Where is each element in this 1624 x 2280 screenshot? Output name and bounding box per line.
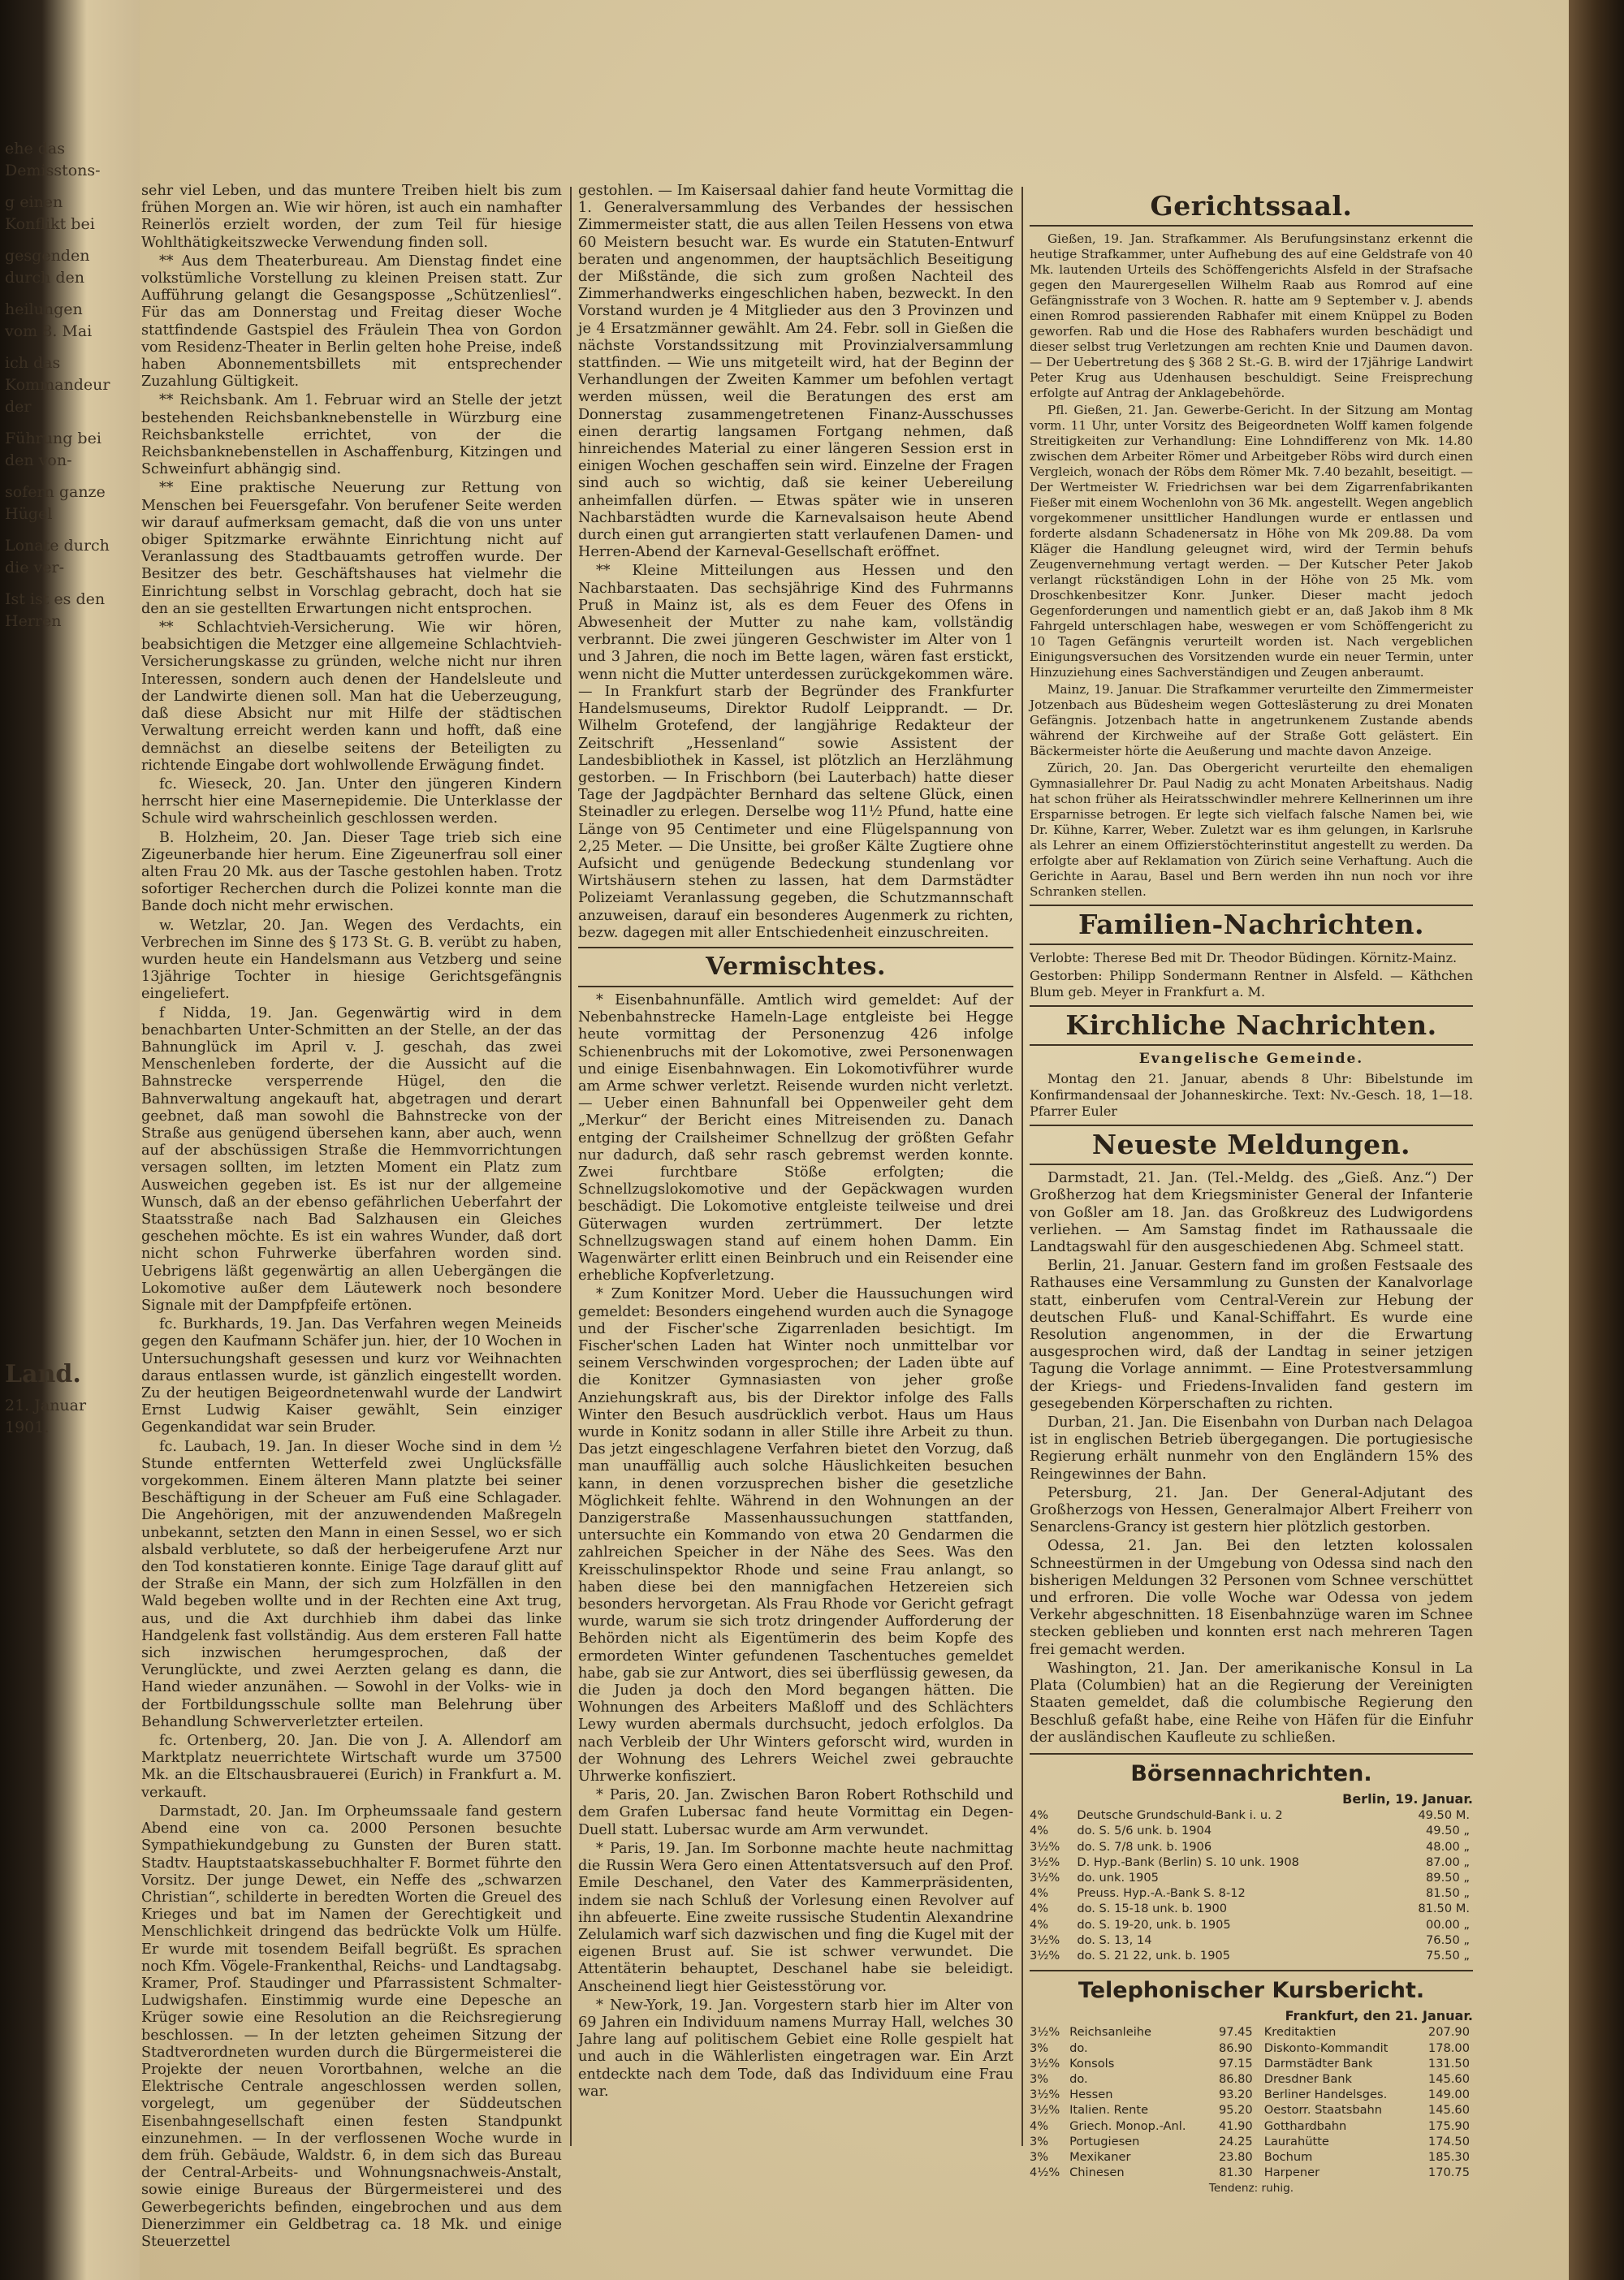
- section-title-neueste: Neueste Meldungen.: [1030, 1125, 1473, 1165]
- market-label: 3%: [1030, 2134, 1049, 2148]
- market-label: D. Hyp.-Bank (Berlin) S. 10 unk. 1908: [1077, 1855, 1299, 1869]
- kurs-table-left: [1030, 2024, 1256, 2180]
- market-label: do. S. 15-18 unk. b. 1900: [1077, 1902, 1228, 1916]
- market-label: 4%: [1030, 2118, 1049, 2133]
- market-row: [1264, 2134, 1473, 2149]
- column-2: [578, 183, 1013, 2146]
- market-row: [1030, 1855, 1473, 1870]
- market-value: 24.25: [1218, 2134, 1253, 2148]
- market-value: 97.15: [1218, 2056, 1253, 2071]
- divider: [1030, 1753, 1473, 1755]
- kirche-subtitle: Evangelische Gemeinde.: [1138, 1051, 1364, 1067]
- market-row: [1264, 2071, 1473, 2087]
- news-item: Petersburg, 21. Jan. Der General-Adjutant des Großherzogs von Hessen, Generalmajor Albert Freiherr von Senarclens-Grancy ist gestern hier plötzlich gestorben.: [1030, 1484, 1473, 1536]
- market-label: 3½%: [1030, 1839, 1060, 1854]
- market-label: 3½%: [1030, 1948, 1060, 1963]
- kurs-table-right: [1264, 2024, 1473, 2180]
- market-row: [1030, 2040, 1256, 2056]
- column-1: [141, 183, 562, 2250]
- market-value: 131.50: [1427, 2056, 1470, 2071]
- news-item: Odessa, 21. Jan. Bei den letzten kolossalen Schneestürmen in der Umgebung von Odessa sind nach den bisherigen Meldungen 32 Personen vom Schnee verschüttet und erfroren. Die volle Woche war Odessa von jedem Verkehr abgeschnitten. 18 Eisenbahnzüge waren im Schnee stecken geblieben und konnten erst nach mehreren Tagen frei gemacht werden.: [1030, 1538, 1473, 1658]
- market-value: 185.30: [1427, 2149, 1470, 2164]
- market-label: 3½%: [1030, 2103, 1060, 2118]
- market-value: 75.50 „: [1426, 1948, 1470, 1963]
- market-label: Preuss. Hyp.-A.-Bank S. 8-12: [1077, 1886, 1246, 1901]
- market-label: Bochum: [1263, 2149, 1313, 2164]
- section-title-familie: Familien-Nachrichten.: [1030, 905, 1473, 945]
- article-paragraph: B. Holzheim, 20. Jan. Dieser Tage trieb sich eine Zigeunerbande hier herum. Eine Zigeunerfrau soll einer alten Frau 20 Mk. aus der Tasche gestohlen haben. Trotz sofortiger Recherchen durch die Polizei konnte man die Bande doch nicht mehr erwischen.: [141, 829, 562, 915]
- article-paragraph: fc. Burkhards, 19. Jan. Das Verfahren wegen Meineids gegen den Kaufmann Schäfer jun. hier, der 10 Wochen in Untersuchungshaft gesessen und kurz vor Weihnachten daraus entlassen wurde, ist gänzlich eingestellt worden. Zu der heutigen Beigeordnetenwahl wurde der Landwirt Ernst Ludwig Kaiser gewählt, Sein einziger Gegenkandidat war sein Bruder.: [141, 1316, 562, 1436]
- market-label: do. S. 5/6 unk. b. 1904: [1077, 1824, 1212, 1838]
- market-value: 00.00 „: [1426, 1917, 1470, 1932]
- article-paragraph: w. Wetzlar, 20. Jan. Wegen des Verdachts, ein Verbrechen im Sinne des § 173 St. G. B. verübt zu haben, wurden heute ein Handelsmann aus Vetzberg und seine 13jährige Tochter in hiesige Gerichtsgefängnis eingeliefert.: [141, 917, 562, 1003]
- margin-fragment: gesgenden durch den: [5, 247, 90, 287]
- market-row: [1264, 2024, 1473, 2040]
- news-item: Berlin, 21. Januar. Gestern fand im großen Festsaale des Rathauses eine Versammlung zu Gunsten der Kanalvorlage statt, einberufen vom Central-Verein zur Hebung der deutschen Fluß- und Kanal-Schiffahrt. Es wurde eine Resolution angenommen, in der die Erwartung ausgesprochen wird, daß der Landtag in seiner jetzigen Tagung die Vorlage annimmt. — Eine Protestversammlung der Kriegs- und Friedens-Invaliden fand gestern im gesegebenden Körperschaften zu richten.: [1030, 1258, 1473, 1412]
- article-paragraph: * Paris, 20. Jan. Zwischen Baron Robert Rothschild und dem Grafen Lubersac fand heute Vormittag ein Degen-Duell statt. Lubersac wurde am Arm verwundet.: [578, 1787, 1013, 1838]
- market-label: 4½%: [1030, 2166, 1060, 2180]
- market-label: Laurahütte: [1263, 2134, 1329, 2148]
- margin-fragment: ehe das Demisstons-: [5, 140, 101, 179]
- market-row: [1030, 1948, 1473, 1963]
- court-report: Gießen, 19. Jan. Strafkammer. Als Berufungsinstanz erkennt die heutige Strafkammer, unter Aufhebung des auf eine Geldstrafe von 40 Mk. lautenden Urteils des Schöffengerichts Alsfeld in der Strafsache gegen den Maurergesellen Wilhelm Raab aus Romrod auf eine Gefängnisstrafe von 3 Wochen. R. hatte am 9 September v. J. abends einen Romrod passierenden Rabhafer mit einem Knüppel zu Boden geworfen. Rab und die Hose des Rabhafers wurden beschädigt und dieser selbst trug Verletzungen am rechten Knie und Daumen davon. — Der Uebertretung des § 368 2 St.-G. B. wird der 17jährige Landwirt Peter Krug aus Udenhausen beschuldigt. Seine Freisprechung erfolgte auf Antrag der Anklagebehörde.: [1030, 231, 1473, 400]
- market-value: 86.90: [1218, 2040, 1253, 2055]
- section-title-vermischtes: Vermischtes.: [578, 947, 1013, 987]
- market-label: do.: [1069, 2071, 1088, 2086]
- market-row: [1030, 2165, 1256, 2180]
- book-edge: [1569, 0, 1624, 2280]
- market-row: [1264, 2165, 1473, 2180]
- market-row: [1264, 2056, 1473, 2071]
- market-label: 4%: [1030, 1808, 1049, 1823]
- market-row: [1030, 2087, 1256, 2102]
- market-row: [1030, 1917, 1473, 1932]
- boersen-table: [1030, 1807, 1473, 1963]
- market-label: Harpener: [1263, 2166, 1320, 2180]
- market-row: [1264, 2102, 1473, 2118]
- market-value: 97.45: [1218, 2025, 1253, 2040]
- market-label: Oestorr. Staatsbahn: [1263, 2103, 1383, 2118]
- kurs-tendenz: Tendenz: ruhig.: [1208, 2182, 1294, 2196]
- market-label: 4%: [1030, 1824, 1049, 1838]
- margin-fragment: Ist ist es den Herren: [5, 590, 106, 630]
- margin-fragment: ich das Kommandeur der: [5, 354, 110, 416]
- market-label: 4%: [1030, 1917, 1049, 1932]
- market-label: Portugiesen: [1069, 2134, 1140, 2148]
- market-label: do. S. 21 22, unk. b. 1905: [1077, 1948, 1231, 1963]
- article-paragraph: * New-York, 19. Jan. Vorgestern starb hier im Alter von 69 Jahren ein Individuum namens Murray Hall, welches 30 Jahre lang auf politischem Gebiet eine Rolle gespielt hat und auch in die Wählerlisten eingetragen war. Ein Arzt entdeckte nach dem Tode, daß das Individuum eine Frau war.: [578, 1997, 1013, 2100]
- section-title-gerichtssaal: Gerichtssaal.: [1030, 188, 1473, 227]
- article-paragraph: ** Schlachtvieh-Versicherung. Wie wir hören, beabsichtigen die Metzger eine allgemeine Schlachtvieh-Versicherungskasse zu gründen, welche nicht nur ihren Interessen, sondern auch denen der Handelsleute und der Landwirte dienen soll. Man hat die Ueberzeugung, daß diese Absicht nur mit Hilfe der städtischen Verwaltung erreicht werden kann und hofft, daß eine demnächst an dieselbe seitens der Beteiligten zu richtende Eingabe dort wohlwollende Erwägung findet.: [141, 620, 562, 774]
- market-label: do. S. 7/8 unk. b. 1906: [1077, 1839, 1212, 1854]
- market-row: [1264, 2040, 1473, 2056]
- market-value: 81.50 „: [1426, 1886, 1470, 1901]
- family-entry: Verlobte: Therese Bed mit Dr. Theodor Büdingen. Körnitz-Mainz.: [1030, 950, 1458, 965]
- market-label: 3%: [1030, 2071, 1049, 2086]
- divider: [1030, 1970, 1473, 1971]
- market-value: 41.90: [1218, 2118, 1253, 2133]
- market-row: [1030, 1839, 1473, 1855]
- market-label: do.: [1069, 2040, 1088, 2055]
- market-label: Darmstädter Bank: [1263, 2056, 1373, 2071]
- section-title-boersen: Börsennachrichten.: [1130, 1760, 1372, 1786]
- market-label: Griech. Monop.-Anl.: [1069, 2118, 1186, 2133]
- market-value: 207.90: [1427, 2025, 1470, 2040]
- article-paragraph: Darmstadt, 20. Jan. Im Orpheumssaale fand gestern Abend eine von ca. 2000 Personen besuchte Sympathiekundgebung zu Gunsten der Buren statt. Stadtv. Hauptstaatskassebuchhalter F. Bormet führte den Vorsitz. Der junge Dewet, ein Neffe des „schwarzen Christian“, schilderte in beredten Worten die Greuel des Krieges und bat im Namen der Gerechtigkeit und Menschlichkeit dringend das bedrückte Volk um Hülfe. Er wurde mit tosendem Beifall begrüßt. Es sprachen noch Kfm. Vögele-Frankenthal, Reichs- und Landtagsabg. Kramer, Prof. Staudinger und Pfarrassistent Schmalter-Ludwigshafen. Einstimmig wurde eine Depesche an Krüger sowie eine Resolution an die Reichsregierung beschlossen. — In der letzten geheimen Sitzung der Stadtverordneten wurden durch die Bürgermeisterei die Projekte der neuen Vorortbahnen, welche an die Elektrische Centrale angeschlossen werden sollen, vorgelegt, um gegenüber der Süddeutschen Eisenbahngesellschaft einen festen Standpunkt einzunehmen. — In der verflossenen Woche wurde in dem früh. Gebäude, Waldstr. 6, in dem sich das Bureau der Central-Arbeits- und Wohnungsnachweis-Anstalt, sowie einige Bureaus der Bürgermeisterei und des Gewerbegerichts befinden, eingebrochen und aus dem Dienerzimmer ein Geldbetrag ca. 18 Mk. und einige Steuerzettel: [141, 1803, 562, 2250]
- news-item: Durban, 21. Jan. Die Eisenbahn von Durban nach Delagoa ist in englischen Betrieb übergegangen. Die portugiesische Regierung erhält nunmehr von den Engländern 15% des Reingewinnes der Bahn.: [1030, 1414, 1473, 1483]
- margin-fragment: sofern ganze Hügel: [5, 483, 106, 523]
- market-label: Gotthardbahn: [1263, 2118, 1347, 2133]
- market-label: do. S. 19-20, unk. b. 1905: [1077, 1917, 1231, 1932]
- market-label: Diskonto-Kommandit: [1263, 2040, 1389, 2055]
- market-row: [1264, 2149, 1473, 2165]
- margin-heading: Land.: [5, 1360, 81, 1388]
- market-value: 93.20: [1218, 2088, 1253, 2102]
- market-row: [1030, 2118, 1256, 2134]
- facing-page-spine: [0, 0, 140, 2280]
- article-paragraph: ** Eine praktische Neuerung zur Rettung von Menschen bei Feuersgefahr. Von berufener Seite werden wir darauf aufmerksam gemacht, daß die von uns unter obiger Spitzmarke erwähnte Einrichtung nicht auf Veranlassung des Stadtbauamts getroffen wurde. Der Besitzer des betr. Geschäftshauses hat vielmehr die Einrichtung selbst in Vorschlag gebracht, doch hat sie den an sie gestellten Erwartungen nicht entsprochen.: [141, 480, 562, 617]
- market-row: [1030, 2056, 1256, 2071]
- article-paragraph: * Eisenbahnunfälle. Amtlich wird gemeldet: Auf der Nebenbahnstrecke Hameln-Lage entgleiste bei Hegge heute vormittag der Personenzug 426 infolge Schienenbruchs mit der Lokomotive, zwei Personenwagen und einige Eisenbahnwagen. Ein Lokomotivführer wurde am Arme schwer verletzt. Reisende wurden nicht verletzt. — Ueber einen Bahnunfall bei Oppenweiler geht dem „Merkur“ der Bericht eines Mitreisenden zu. Danach entging der Crailsheimer Schnellzug der größten Gefahr nur dadurch, daß sehr rasch gebremst werden konnte. Zwei furchtbare Stöße erfolgten; die Schnellzugslokomotive und der Gepäckwagen wurden beschädigt. Die Lokomotive entgleiste teilweise und drei Güterwagen wurden zertrümmert. Der letzte Schnellzugswagen stand auf einem hohen Damm. Ein Wagenwärter erlitt einen Beinbruch und ein Reisender eine erhebliche Kopfverletzung.: [578, 991, 1013, 1285]
- market-label: Italien. Rente: [1069, 2103, 1149, 2118]
- market-row: [1030, 1932, 1473, 1948]
- market-label: Reichsanleihe: [1069, 2025, 1151, 2040]
- market-value: 89.50 „: [1426, 1870, 1470, 1885]
- section-title-kurs: Telephonischer Kursbericht.: [1078, 1978, 1425, 2004]
- market-label: 3½%: [1030, 1932, 1060, 1947]
- article-paragraph: gestohlen. — Im Kaisersaal dahier fand heute Vormittag die 1. Generalversammlung des Verbandes der hessischen Zimmermeister statt, die aus allen Teilen Hessens von etwa 60 Meistern besucht war. Es wurde ein Statuten-Entwurf beraten und angenommen, der hauptsächlich Beseitigung der Mißstände, die sich zum großen Nachteil des Zimmerhandwerks eingeschlichen haben, bezweckt. In den Vorstand wurden je 4 Mitglieder aus den 3 Provinzen und je 4 Ersatzmänner gewählt. Am 24. Febr. soll in Gießen die nächste Vorstandssitzung mit Provinzialversammlung stattfinden. — Wie uns mitgeteilt wird, hat der Beginn der Verhandlungen der Zweiten Kammer um befohlen vertagt werden müssen, weil die Beratungen des erst am Donnerstag zusammengetretenen Finanz-Ausschusses einen derartig langsamen Fortgang nehmen, daß hinreichendes Material zu einer längeren Session erst in einigen Wochen geschaffen sein wird. Einzelne der Fragen sind auch so wichtig, daß sie keiner Uebereilung anheimfallen dürfen. — Etwas später wie in unseren Nachbarstädten wurde die Karnevalsaison heute Abend durch einen gut arrangierten statt verlaufenen Damen- und Herren-Abend der Karneval-Gesellschaft eröffnet.: [578, 183, 1013, 561]
- market-value: 86.80: [1218, 2071, 1253, 2086]
- market-value: 81.30: [1218, 2166, 1253, 2180]
- boersen-place-date: Berlin, 19. Januar.: [1342, 1790, 1473, 1807]
- market-label: Deutsche Grundschuld-Bank i. u. 2: [1077, 1808, 1283, 1823]
- market-row: [1030, 2024, 1256, 2040]
- market-label: do. S. 13, 14: [1077, 1932, 1152, 1947]
- article-paragraph: fc. Laubach, 19. Jan. In dieser Woche sind in dem ½ Stunde entfernten Wetterfeld zwei Unglücksfälle vorgekommen. Einem älteren Mann platzte bei seiner Beschäftigung in der Scheuer am Fuß eine Schlagader. Die Angehörigen, mit der anzuwendenden Maßregeln unbekannt, setzten den Mann in einen Sessel, wo er sich alsbald verblutete, so daß der herbeigerufene Arzt nur den Tod konstatieren konnte. Einige Tage darauf glitt auf der Straße ein Mann, der sich zum Holzfällen in den Wald begeben wollte und in der Rechten eine Axt trug, aus, und die Axt durchhieb ihm dabei das linke Handgelenk fast vollständig. Aus dem ersteren Fall hatte sich inzwischen herumgesprochen, daß der Verunglückte, und zwei Aerzten gelang es dann, die Hand wieder anzunähen. — Sowohl in der Volks- wie in der Fortbildungsschule sollte man Belehrung über Behandlung Schwerverletzter erteilen.: [141, 1438, 562, 1730]
- market-row: [1030, 1807, 1473, 1823]
- market-value: 23.80: [1218, 2149, 1253, 2164]
- article-paragraph: ** Aus dem Theaterbureau. Am Dienstag findet eine volkstümliche Vorstellung zu kleinen Preisen statt. Zur Aufführung gelangt die Gesangsposse „Schützenliesl“. Für das am Donnerstag und Freitag dieser Woche stattfindende Gastspiel des Fräulein Thea von Gordon vom Residenz-Theater in Berlin gelten hohe Preise, indeß haben Abonnementsbillets mit entsprechender Zuzahlung Gültigkeit.: [141, 253, 562, 391]
- market-row: [1264, 2087, 1473, 2102]
- facing-page-text: [0, 138, 112, 2248]
- market-row: [1030, 1901, 1473, 1916]
- market-value: 87.00 „: [1426, 1855, 1470, 1869]
- market-value: 170.75: [1427, 2166, 1470, 2180]
- market-value: 76.50 „: [1426, 1932, 1470, 1947]
- market-label: Chinesen: [1069, 2166, 1125, 2180]
- article-paragraph: * Paris, 19. Jan. Im Sorbonne machte heute nachmittag die Russin Wera Gero einen Attentatsversuch auf den Prof. Emile Deschanel, den Vater des Kammerpräsidenten, indem sie nach Schluß der Vorlesung einen Revolver auf ihn abfeuerte. Eine zweite russische Studentin Alexandrine Zelulamich warf sich dazwischen und fing die Kugel mit der eigenen Brust auf. Sie ist schwer verwundet. Die Attentäterin behauptet, Deschanel habe sie beleidigt. Anscheinend liegt hier Geistesstörung vor.: [578, 1840, 1013, 1995]
- column-3: [1030, 183, 1473, 2196]
- market-label: Dresdner Bank: [1263, 2071, 1353, 2086]
- market-label: 3½%: [1030, 2088, 1060, 2102]
- article-paragraph: f Nidda, 19. Jan. Gegenwärtig wird in dem benachbarten Unter-Schmitten an der Stelle, an der das Bahnunglück im April v. J. geschah, das zwei Menschenleben forderte, der die Aussicht auf die Bahnstrecke versperrende Hügel, den die Bahnverwaltung angekauft hat, abgetragen und derart geebnet, daß man sowohl die Bahnstrecke von der Straße aus genügend übersehen kann, aber auch, wenn auf der abschüssigen Straße die Hemmvorrichtungen versagen sollten, im letzten Moment ein Platz zum Ausweichen gegeben ist. Es ist nur der allgemeine Wunsch, daß an der ebenso gefährlichen Ueberfahrt der Staatsstraße nach Bad Salzhausen ein Gleiches geschehen möchte. Es ist ein wahres Wunder, daß dort nicht schon Fuhrwerke überfahren worden sind. Uebrigens läßt gegenwärtig an allen Uebergängen die Lokomotive außer dem Läutewerk noch besondere Signale mit der Dampfpfeife ertönen.: [141, 1004, 562, 1314]
- article-paragraph: * Zum Konitzer Mord. Ueber die Haussuchungen wird gemeldet: Besonders eingehend wurden auch die Synagoge und der Fischer'sche Zigarrenladen besichtigt. Im Fischer'schen Laden hat Winter noch unmittelbar vor seinem Verschwinden vorgesprochen; der Laden übte auf die Konitzer Gymnasiasten von jeher große Anziehungskraft aus, bis der Direktor infolge des Falls Winter den Besuch ausdrücklich verbot. Haus um Haus wurde in Konitz sodann in aller Stille ihre Arbeit zu thun. Das jetzt eingeschlagene Verfahren bietet den Vorzug, daß man unauffällig auch solche Häuslichkeiten besuchen kann, in denen vorzusprechen bisher die gesetzliche Möglichkeit fehlte. Während in den Wohnungen an der Danzigerstraße Massenhaussuchungen stattfanden, untersuchte ein Kommando von etwa 20 Gendarmen die zahlreichen Speicher in der Nähe des Sees. Was den Kreisschulinspektor Rhode und seine Frau anlangt, so haben diese bei den mannigfachen Hetzereien sich besonders hervorgetan. Als Frau Rhode vor Gericht gefragt wurde, warum sie sich trotz dringender Aufforderung der Behörden nicht als Eigentümerin des beim Kopfe des ermordeten Winter gefundenen Taschentuches gemeldet habe, gab sie zur Antwort, dies sei überflüssig gewesen, da die Juden ja doch den Mord begangen hätten. Die Wohnungen des Arbeiters Maßloff und des Schlächters Lewy wurden abermals durchsucht, jedoch erfolglos. Da nach Verbleib der Uhr Winters geforscht wird, wurden in der Wohnung des Lehrers Weichel zwei gebrauchte Uhrwerke konfisziert.: [578, 1286, 1013, 1786]
- gerichtssaal-body: [1030, 231, 1473, 900]
- market-row: [1030, 2071, 1256, 2087]
- article-paragraph: ** Reichsbank. Am 1. Februar wird an Stelle der jetzt bestehenden Reichsbanknebenstelle in Würzburg eine Reichsbankstelle errichtet, von der die Reichsbanknebenstellen in Aschaffenburg, Kitzingen und Schweinfurt abhängig sind.: [141, 392, 562, 478]
- news-item: Darmstadt, 21. Jan. (Tel.-Meldg. des „Gieß. Anz.“) Der Großherzog hat dem Kriegsminister General der Infanterie von Goßler am 18. Jan. das Großkreuz des Ludwigordens verliehen. — Am Samstag findet im Rathaussaale die Landtagswahl für den ausgeschiedenen Abg. Schmeel statt.: [1030, 1170, 1473, 1256]
- market-value: 49.50 „: [1426, 1824, 1470, 1838]
- market-value: 174.50: [1427, 2134, 1470, 2148]
- article-paragraph: sehr viel Leben, und das muntere Treiben hielt bis zum frühen Morgen an. Wie wir hören, ist auch ein namhafter Reinerlös erzielt worden, der zum Teil für hiesige Wohlthätigkeitszwecke Verwendung finden soll.: [141, 183, 562, 251]
- market-label: 3%: [1030, 2149, 1049, 2164]
- market-label: 3%: [1030, 2040, 1049, 2055]
- article-paragraph: ** Kleine Mitteilungen aus Hessen und den Nachbarstaaten. Das sechsjährige Kind des Fuhrmanns Pruß in Mainz ist, als es dem Feuer des Ofens in Abwesenheit der Mutter zu nahe kam, vollständig verbrannt. Die zwei jüngeren Geschwister im Alter von 1 und 3 Jahren, die noch im Bette lagen, wären fast erstickt, wenn nicht die Mutter unterdessen zurückgekommen wäre. — In Frankfurt starb der Begründer des Frankfurter Handelsmuseums, Direktor Rudolf Leipprandt. — Dr. Wilhelm Grotefend, der langjährige Redakteur der Zeitschrift „Hessenland“ sowie Assistent der Landesbibliothek in Kassel, ist plötzlich an Herzlähmung gestorben. — In Frischborn (bei Lauterbach) hatte dieser Tage der Jagdpächter Bernhard das seltene Glück, einen Steinadler zu erlegen. Derselbe wog 11½ Pfund, hatte eine Länge von 95 Centimeter und eine Flügelspannung von 2,25 Meter. — Die Unsitte, bei großer Kälte Zugtiere ohne Aufsicht und genügende Bedeckung stundenlang vor Wirtshäusern stehen zu lassen, hat dem Darmstädter Polizeiamt Veranlassung gegeben, die Schutzmannschaft anzuweisen, darauf ein besonderes Augenmerk zu richten, bezw. dagegen mit aller Entschiedenheit einzuschreiten.: [578, 563, 1013, 941]
- market-row: [1030, 2102, 1256, 2118]
- market-label: Mexikaner: [1069, 2149, 1131, 2164]
- market-label: do. unk. 1905: [1077, 1870, 1159, 1885]
- column-rule: [1021, 187, 1023, 2146]
- market-label: 3½%: [1030, 2025, 1060, 2040]
- news-item: Washington, 21. Jan. Der amerikanische Konsul in La Plata (Columbien) hat an die Regierung der Vereinigten Staaten gemeldet, daß die columbische Regierung den Beschluß gefaßt habe, eine Reihe von Häfen für die Einfuhr der ausländischen Kaufleute zu schließen.: [1030, 1660, 1473, 1746]
- market-label: Kreditaktien: [1263, 2025, 1337, 2040]
- market-label: Hessen: [1069, 2088, 1113, 2102]
- market-value: 145.60: [1427, 2103, 1470, 2118]
- margin-fragment: 21. Januar 1901.: [5, 1397, 87, 1436]
- market-value: 95.20: [1218, 2103, 1253, 2118]
- familie-body: [1030, 950, 1473, 1000]
- market-value: 178.00: [1427, 2040, 1470, 2055]
- market-label: Konsols: [1069, 2056, 1115, 2071]
- court-report: Pfl. Gießen, 21. Jan. Gewerbe-Gericht. In der Sitzung am Montag vorm. 11 Uhr, unter Vorsitz des Beigeordneten Wolff kamen folgende Streitigkeiten zur Verhandlung: Eine Lohndifferenz von Mk. 14.80 zwischen dem Arbeiter Römer und Arbeitgeber Röbs wird durch einen Vergleich, wonach der Röbs dem Römer Mk. 7.40 bezahlt, beseitigt. — Der Wertmeister W. Friedrichsen war bei dem Zigarrenfabrikanten Fießer mit einem Wochenlohn von 36 Mk. angestellt. Wegen angeblich vorgekommener unsittlicher Handlungen wurde er entlassen und forderte alsdann Schadenersatz in Höhe von Mk 209.88. Da vom Kläger die Handlung geleugnet wird, wird der Termin behufs Zeugenvernehmung vertagt werden. — Der Kutscher Peter Jakob verlangt rückständigen Lohn in der Höhe von 25 Mk. vom Droschkenbesitzer Konr. Junker. Dieser macht jedoch Gegenforderungen und namentlich giebt er an, daß Jakob ihm 8 Mk Fahrgeld unterschlagen habe, weswegen er vom Schöffengericht zu 10 Tagen Gefängnis verurteilt worden ist. Nach vergeblichen Einigungsversuchen des Vorsitzenden wurde ein neuer Termin, unter Hinzuziehung eines Sachverständigen und Zeugen anberaumt.: [1030, 403, 1473, 680]
- market-value: 81.50 M.: [1418, 1902, 1470, 1916]
- market-label: 4%: [1030, 1902, 1049, 1916]
- market-row: [1030, 2134, 1256, 2149]
- market-label: 3½%: [1030, 2056, 1060, 2071]
- market-value: 49.50 M.: [1418, 1808, 1470, 1823]
- margin-fragment: heilungen vom 8. Mai: [5, 300, 93, 340]
- market-row: [1264, 2118, 1473, 2134]
- market-row: [1030, 1870, 1473, 1885]
- family-entry: Gestorben: Philipp Sondermann Rentner in Alsfeld. — Käthchen Blum geb. Meyer in Frankfurt a. M.: [1030, 968, 1473, 1000]
- market-label: Berliner Handelsges.: [1263, 2088, 1388, 2102]
- market-label: 4%: [1030, 1886, 1049, 1901]
- margin-fragment: g einen Konflikt bei: [5, 193, 95, 233]
- margin-fragment: Führung bei den von-: [5, 430, 102, 469]
- margin-fragment: Lonate durch die ver-: [5, 537, 110, 576]
- article-paragraph: fc. Ortenberg, 20. Jan. Die von J. A. Allendorf am Marktplatz neuerrichtete Wirtschaft wurde um 37500 Mk. an die Eltschausbrauerei (Eurich) in Frankfurt a. M. verkauft.: [141, 1733, 562, 1801]
- market-value: 48.00 „: [1426, 1839, 1470, 1854]
- kurs-place-date: Frankfurt, den 21. Januar.: [1285, 2008, 1473, 2024]
- market-label: 3½%: [1030, 1855, 1060, 1869]
- kirche-notice: Montag den 21. Januar, abends 8 Uhr: Bibelstunde im Konfirmandensaal der Johanneskirche. Text: Nv.-Gesch. 18, 1—18. Pfarrer Euler: [1030, 1071, 1473, 1120]
- market-value: 149.00: [1427, 2088, 1470, 2102]
- market-label: 3½%: [1030, 1870, 1060, 1885]
- market-value: 145.60: [1427, 2071, 1470, 2086]
- court-report: Zürich, 20. Jan. Das Obergericht verurteilte den ehemaligen Gymnasiallehrer Dr. Paul Nadig zu acht Monaten Arbeitshaus. Nadig hat schon früher als Heiratsschwindler mehrere Kellnerinnen um ihre Ersparnisse betrogen. Er legte sich vielfach falsche Namen bei, wie Dr. Kühne, Karrer, Weber. Zuletzt war es ihm gelungen, in Karlsruhe als Lehrer an einem Offizierstöchterinstitut angestellt zu werden. Da erfolgte aber auf Reklamation von Zürich seine Verhaftung. Auch die Gerichte in Aarau, Basel und Bern werden ihn nun noch vor ihre Schranken stellen.: [1030, 761, 1473, 899]
- article-paragraph: fc. Wieseck, 20. Jan. Unter den jüngeren Kindern herrscht hier eine Masernepidemie. Die Unterklasse der Schule wird wahrscheinlich geschlossen werden.: [141, 775, 562, 827]
- market-row: [1030, 1823, 1473, 1838]
- market-row: [1030, 2149, 1256, 2165]
- kurs-tables: [1030, 2024, 1473, 2180]
- section-title-kirche: Kirchliche Nachrichten.: [1030, 1005, 1473, 1046]
- market-row: [1030, 1885, 1473, 1901]
- market-value: 175.90: [1427, 2118, 1470, 2133]
- court-report: Mainz, 19. Januar. Die Strafkammer verurteilte den Zimmermeister Jotzenbach aus Büdesheim wegen Gotteslästerung zu drei Monaten Gefängnis. Jotzenbach hatte in angetrunkenem Zustande abends während der Kirchweihe auf der Straße Gott gelästert. Ein Bäckermeister hörte die Aeußerung und machte davon Anzeige.: [1030, 682, 1473, 758]
- column-rule: [570, 187, 572, 2146]
